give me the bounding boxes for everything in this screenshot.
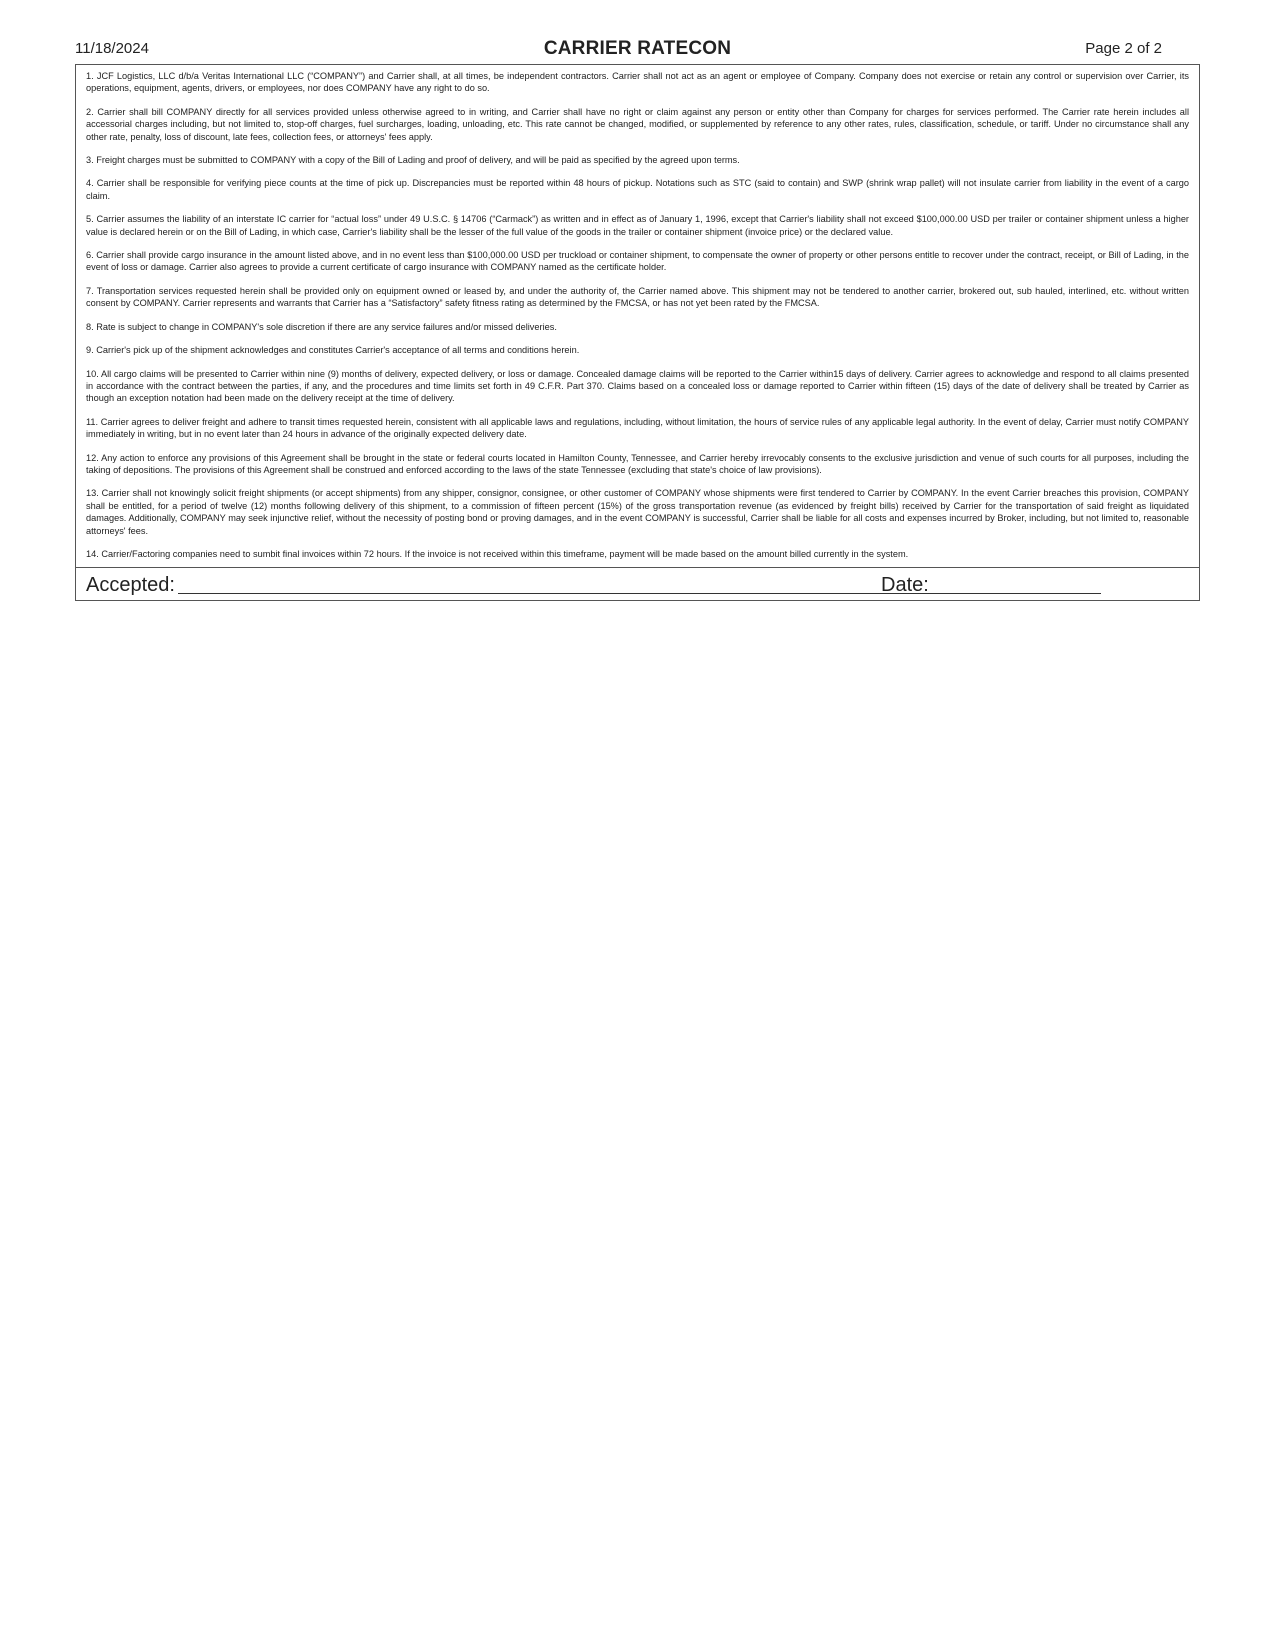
document-date: 11/18/2024 [75,40,149,57]
term-13: 13. Carrier shall not knowingly solicit freight shipments (or accept shipments) from any shipper, consignor, consignee, or other customer of COMPANY whose shipments were first tendered to Carrier by COMPANY. In the event Carrier breaches this provision, COMPANY shall be entitled, for a period of twelve (12) months following delivery of this shipment, to a commission of fifteen percent (15%) of the gross transportation revenue (as evidenced by freight bills) received by Carrier for the transportation of said freight as liquidated damages. Additionally, COMPANY may seek injunctive relief, without the necessity of posting bond or proving damages, and in the event COMPANY is successful, Carrier shall be liable for all costs and expenses incurred by Broker, including, but not limited to, reasonable attorneys' fees. [86,488,1189,536]
term-6: 6. Carrier shall provide cargo insurance in the amount listed above, and in no event less than $100,000.00 USD per truckload or container shipment, to compensate the owner of property or other persons entitle to recover under the contract, receipt, or Bill of Lading, in the event of loss or damage. Carrier also agrees to provide a current certificate of cargo insurance with COMPANY named as the certificate holder. [86,250,1189,273]
term-3: 3. Freight charges must be submitted to COMPANY with a copy of the Bill of Lading and proof of delivery, and will be paid as specified by the agreed upon terms. [86,155,740,166]
document-title: CARRIER RATECON [543,38,732,59]
page-header [75,38,1200,64]
accepted-signature-line[interactable] [178,593,940,594]
terms-list [76,65,1199,565]
terms-box [75,64,1200,601]
term-4: 4. Carrier shall be responsible for verifying piece counts at the time of pick up. Discrepancies must be reported within 48 hours of pickup. Notations such as STC (said to contain) and SWP (shrink wrap pallet) will not insulate carrier from liability in the event of a cargo claim. [86,178,1189,201]
term-12: 12. Any action to enforce any provisions of this Agreement shall be brought in the state or federal courts located in Hamilton County, Tennessee, and Carrier hereby irrevocably consents to the exclusive jurisdiction and venue of such courts for all purposes, including the taking of depositions. The provisions of this Agreement shall be construed and enforced according to the laws of the state Tennessee (excluding that state's choice of law provisions). [86,452,1189,475]
signature-row [76,567,1199,602]
term-9: 9. Carrier's pick up of the shipment acknowledges and constitutes Carrier's acceptance of all terms and conditions herein. [86,345,580,356]
accepted-label: Accepted: [86,574,175,596]
date-signature-line[interactable] [929,593,1101,594]
term-1: 1. JCF Logistics, LLC d/b/a Veritas International LLC (“COMPANY”) and Carrier shall, at all times, be independent contractors. Carrier shall not act as an agent or employee of Company. Company does not exercise or retain any control or supervision over Carrier, its operations, equipment, agents, drivers, or employees, nor does COMPANY have any right to do so. [86,71,1189,94]
term-8: 8. Rate is subject to change in COMPANY's sole discretion if there are any service failures and/or missed deliveries. [86,321,557,332]
term-11: 11. Carrier agrees to deliver freight and adhere to transit times requested herein, consistent with all applicable laws and regulations, including, without limitation, the hours of service rules of any applicable legal authority. In the event of delay, Carrier must notify COMPANY immediately in writing, but in no event later than 24 hours in advance of the originally expected delivery date. [86,416,1189,440]
term-2: 2. Carrier shall bill COMPANY directly for all services provided unless otherwise agreed to in writing, and Carrier shall have no right or claim against any person or entity other than Company for charges for services performed. The Carrier rate herein includes all accessorial charges including, but not limited to, stop-off charges, fuel surcharges, loading, unloading, etc. This rate cannot be changed, modified, or supplemented by reference to any other rates, rules, classification, schedule, or tariff. Under no circumstance shall any other rate, penalty, loss of discount, late fees, collection fees, or attorneys' fees apply. [86,106,1189,142]
term-14: 14. Carrier/Factoring companies need to sumbit final invoices within 72 hours. If the invoice is not received within this timeframe, payment will be made based on the amount billed currently in the system. [86,548,909,559]
date-label: Date: [881,574,929,596]
page-number: Page 2 of 2 [1085,40,1162,57]
term-10: 10. All cargo claims will be presented to Carrier within nine (9) months of delivery, expected delivery, or loss or damage. Concealed damage claims will be reported to the Carrier within15 days of delivery. Carrier agrees to acknowledge and respond to all claims presented in accordance with the contract between the parties, if any, and the procedures and time limits set forth in 49 C.F.R. Part 370. Claims based on a concealed loss or damage reported to Carrier within fifteen (15) days of the date of delivery shall be treated by Carrier as though an exception notation had been made on the delivery receipt at the time of delivery. [86,368,1189,404]
term-7: 7. Transportation services requested herein shall be provided only on equipment owned or leased by, and under the authority of, the Carrier named above. This shipment may not be tendered to another carrier, brokered out, sub hauled, interlined, etc. without written consent by COMPANY. Carrier represents and warrants that Carrier has a “Satisfactory” safety fitness rating as determined by the FMCSA, or has not yet been rated by the FMCSA. [86,285,1189,309]
term-5: 5. Carrier assumes the liability of an interstate IC carrier for “actual loss” under 49 U.S.C. § 14706 (“Carmack”) as written and in effect as of January 1, 1996, except that Carrier's liability shall not exceed $100,000.00 USD per trailer or container shipment unless a higher value is declared herein or on the Bill of Lading, in which case, Carrier's liability shall be the lesser of the full value of the goods in the trailer or container shipment (invoice price) or the declared value. [86,214,1189,237]
